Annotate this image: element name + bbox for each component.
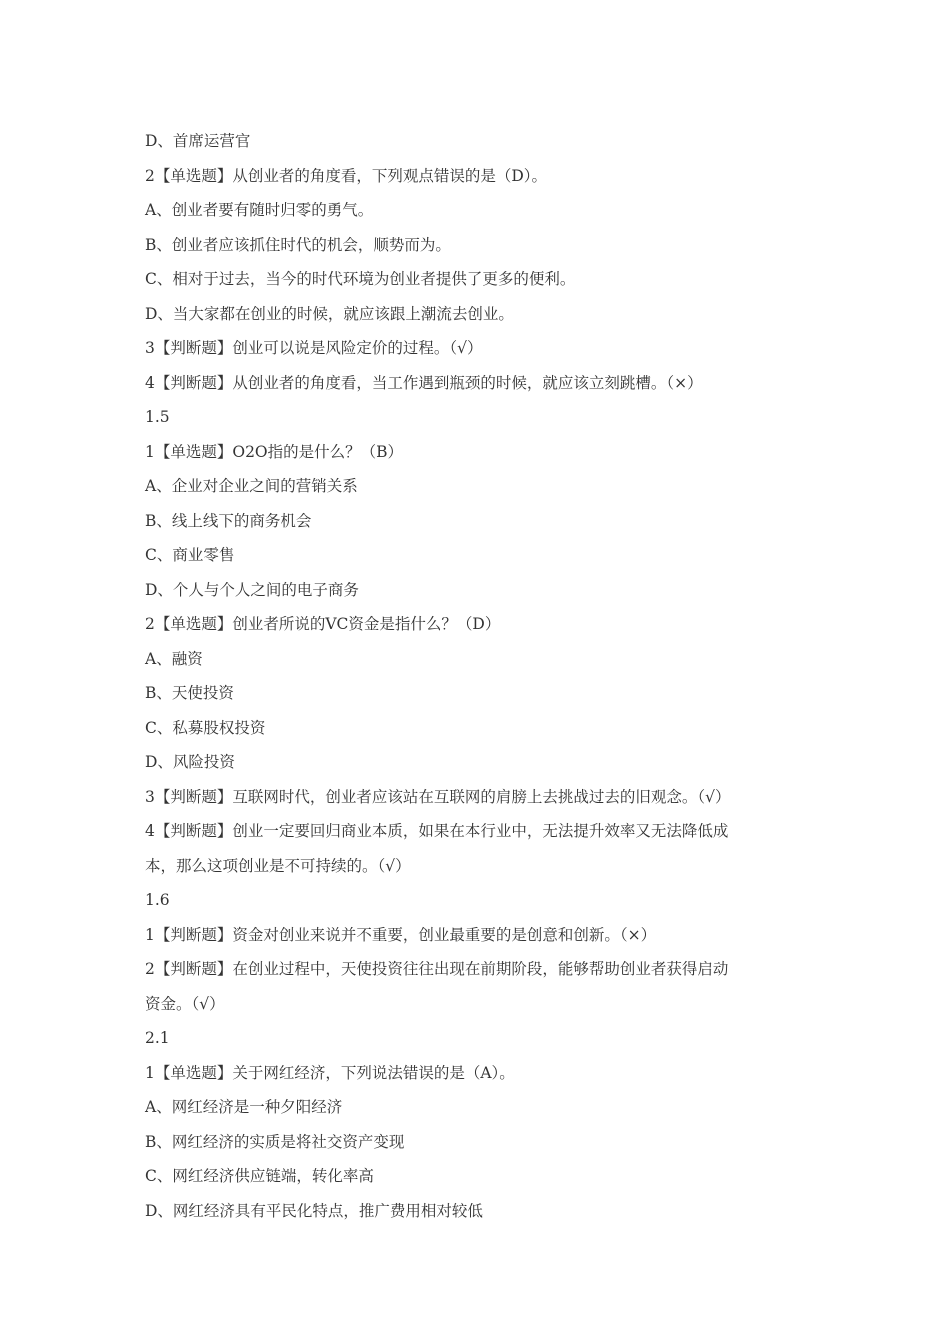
option-a: A、企业对企业之间的营销关系 [145,477,358,495]
option-c: C、网红经济供应链端，转化率高 [145,1167,374,1185]
question-3-true-false: 3【判断题】创业可以说是风险定价的过程。（√） [145,339,483,357]
option-d: D、个人与个人之间的电子商务 [145,580,359,599]
option-a: A、网红经济是一种夕阳经济 [145,1098,343,1116]
question-2-single-choice: 2【单选题】从创业者的角度看，下列观点错误的是（D）。 [145,166,548,185]
question-2-single-choice: 2【单选题】创业者所说的VC资金是指什么？（D） [145,615,501,633]
option-d-coo: D、首席运营官 [145,132,251,150]
option-d: D、当大家都在创业的时候，就应该跟上潮流去创业。 [145,304,514,323]
question-1-true-false: 1【判断题】资金对创业来说并不重要，创业最重要的是创意和创新。（×） [145,925,657,944]
option-b: B、天使投资 [145,684,234,702]
question-2-true-false: 2【判断题】在创业过程中，天使投资往往出现在前期阶段，能够帮助创业者获得启动 [145,960,729,978]
option-b: B、网红经济的实质是将社交资产变现 [145,1132,405,1151]
option-d: D、网红经济具有平民化特点，推广费用相对较低 [145,1201,483,1220]
question-4-true-false: 4【判断题】从创业者的角度看，当工作遇到瓶颈的时候，就应该立刻跳槽。（×） [145,373,703,392]
question-1-single-choice: 1【单选题】关于网红经济，下列说法错误的是（A）。 [145,1063,515,1082]
question-2-continuation: 资金。（√） [145,994,225,1013]
option-c: C、私募股权投资 [145,718,266,737]
question-4-true-false: 4【判断题】创业一定要回归商业本质，如果在本行业中，无法提升效率又无法降低成 [145,822,729,840]
question-3-true-false: 3【判断题】互联网时代，创业者应该站在互联网的肩膀上去挑战过去的旧观念。（√） [145,787,731,806]
section-heading-1-5: 1.5 [145,408,170,426]
option-b: B、线上线下的商务机会 [145,511,312,530]
document-body [145,124,805,1228]
option-c: C、相对于过去，当今的时代环境为创业者提供了更多的便利。 [145,270,576,288]
question-4-continuation: 本，那么这项创业是不可持续的。（√） [145,856,411,875]
option-d: D、风险投资 [145,753,235,771]
question-1-single-choice: 1【单选题】O2O指的是什么？（B） [145,442,404,461]
option-c: C、商业零售 [145,546,235,564]
section-heading-1-6: 1.6 [145,891,170,909]
option-b: B、创业者应该抓住时代的机会，顺势而为。 [145,235,451,254]
option-a: A、创业者要有随时归零的勇气。 [145,201,374,219]
section-heading-2-1: 2.1 [145,1029,170,1047]
option-a: A、融资 [145,649,203,668]
